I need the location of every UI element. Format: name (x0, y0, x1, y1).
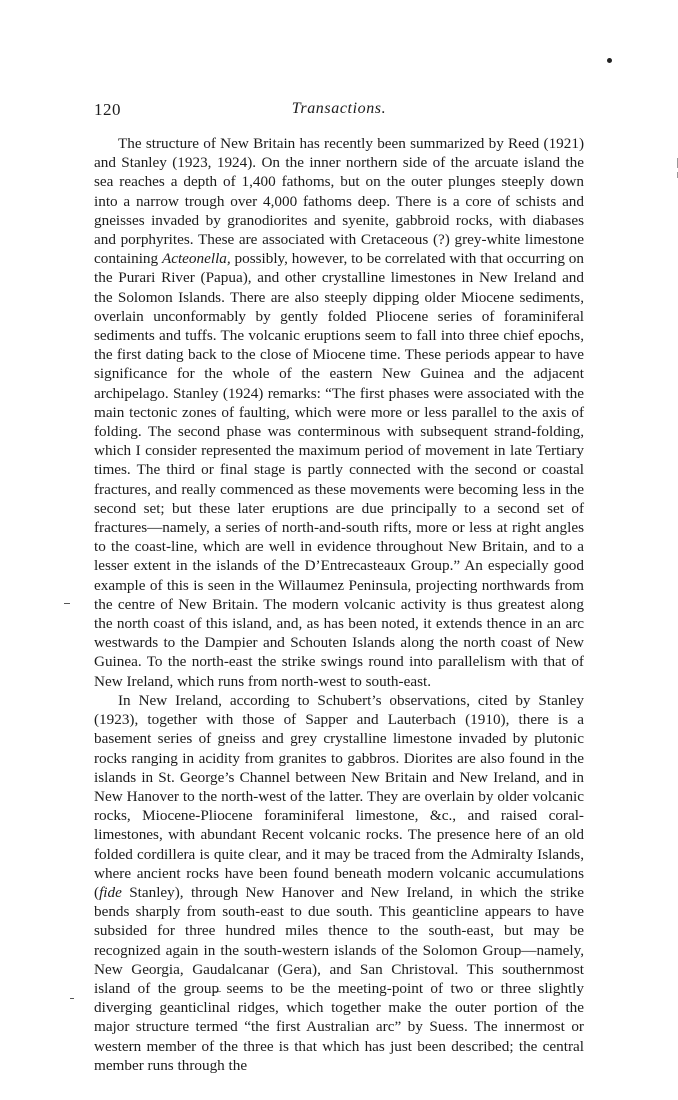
italic-term: Acteonella, (161, 250, 231, 268)
italic-term: fide (99, 883, 122, 901)
left-margin-dash (64, 603, 70, 604)
paragraph-text: possibly, however, to be correlated with that occurring on the Purari River (Papua), and other crystalline limestones in New Ireland and the Solomon Islands. There are also steeply dipping older Miocene sediments, overlain unconformably by gently folded Pliocene series of foraminiferal sediments and tuffs. The volcanic eruptions seem to fall into three chief epochs, the first dating back to the close of Miocene time. These periods appear to have significance for the whole of the eastern New Guinea and the adjacent archipelago. Stanley (1924) remarks: “The first phases were associated with the main tectonic zones of faulting, which were more or less parallel to the axis of folding. The second phase was conterminous with subsequent strand-folding, which I consider represented the maximum period of movement in late Tertiary times. The third or final stage is partly connected with the second or coastal fractures, and really commenced as these movements were becoming less in the second set; but these later eruptions are due principally to a second set of fractures—namely, a series of north-and-south rifts, more or less at right angles to the coast-line, which are well in evidence throughout New Britain, and to a lesser extent in the islands of the D’Entrecasteaux Group.” An especially good example of this is seen in the Willaumez Peninsula, projecting northwards from the centre of New Britain. The modern volcanic activity is thus greatest along the north coast of this island, and, as has been noted, it extends thence in an arc westwards to the Dampier and Schouten Islands along the north coast of New Guinea. To the north-east the strike swings round into parallelism with that of New Ireland, which runs from north-west to south-east. (94, 250, 584, 690)
paragraph-text: In New Ireland, according to Schubert’s observations, cited by Stanley (1923), together with those of Sapper and Lauterbach (1910), there is a basement series of gneiss and grey crystalline limestone invaded by plutonic rocks ranging in acidity from granites to gabbros. Diorites are also found in the islands in St. George’s Channel between New Britain and New Ireland, and in New Hanover to the north-west of the latter. They are overlain by older volcanic rocks, Miocene-Pliocene foraminiferal limestone, &c., and raised coral-limestones, with abundant Recent volcanic rocks. The presence here of an old folded cordillera is quite clear, and it may be traced from the Admiralty Islands, where ancient rocks have been found beneath modern volcanic accumulations ( (94, 691, 584, 901)
page-header (94, 100, 584, 124)
paragraph-text: The structure of New Britain has recently been summarized by Reed (1921) and Stanley (1923, 1924). On the inner northern side of the arcuate island the sea reaches a depth of 1,400 fathoms, but on the outer plunges steeply down into a narrow trough over 4,000 fathoms deep. There is a core of schists and gneisses invaded by granodiorites and syenite, gabbroid rocks, with diabases and porphyrites. These are associated with Cretaceous (?) grey-white limestone containing (94, 135, 584, 268)
paragraph-text: Stanley), through New Hanover and New Ireland, in which the strike bends sharply from south-east to due south. This geanticline appears to have subsided for three hundred miles thence to the south-east, but may be recognized again in the south-western islands of the Solomon Group—namely, New Georgia, Gaudalcanar (Gera), and San Christoval. This southernmost island of the group seems to be the meeting-point of two or three slightly diverging geanticlinal ridges, which together make the outer portion of the major structure termed “the first Australian arc” by Suess. The innermost or western member of the three is that which has just been described; the central member runs through the (94, 883, 584, 1074)
paragraph (94, 134, 584, 691)
paragraph (94, 691, 584, 1075)
page-number: 120 (94, 100, 121, 119)
ink-dot-mark (607, 58, 612, 63)
left-margin-dash (70, 998, 74, 999)
body-text (94, 134, 584, 1075)
running-head: Transactions. (291, 100, 387, 117)
